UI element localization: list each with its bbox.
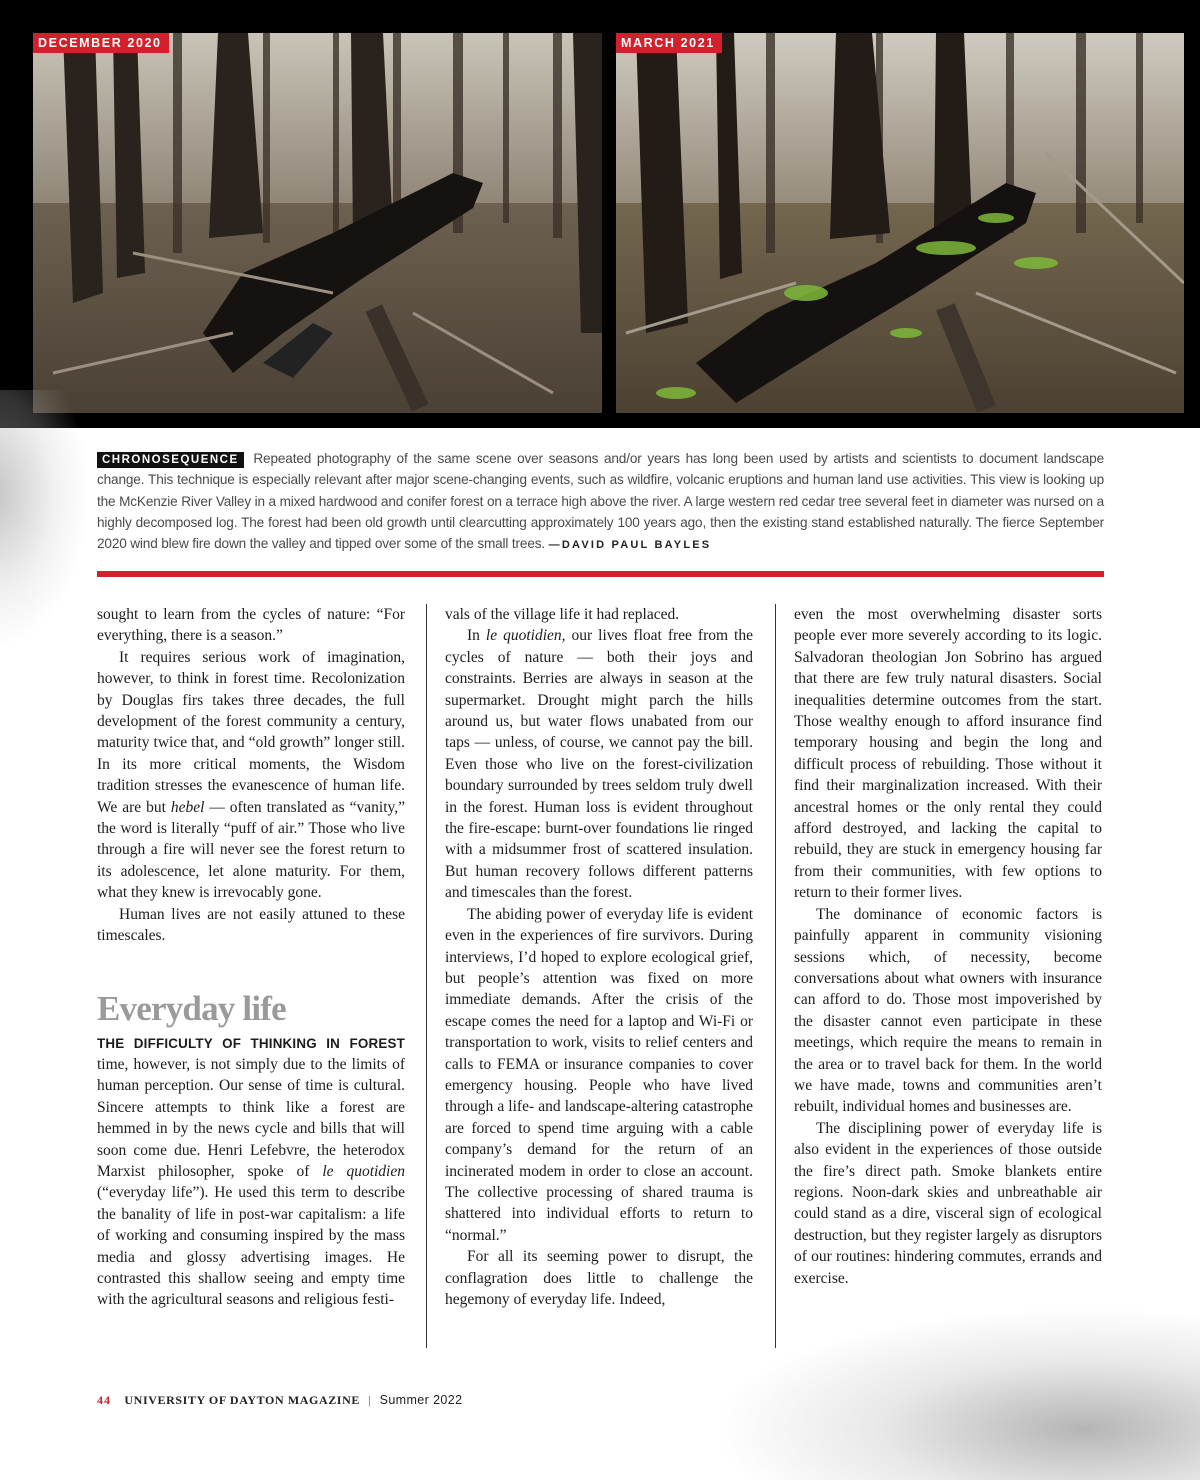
emphasis: le quotidien bbox=[322, 1162, 405, 1180]
photo-credit: —DAVID PAUL BAYLES bbox=[548, 539, 712, 552]
paragraph: The dominance of economic factors is painfully apparent in community visioning sessions which, of necessity, become conversations about what owners with insurance can afford to do. Those most impoverished by the disaster cannot even participate in these meetings, which require the means to remain in the area or to travel back for them. In the world we have made, towns and communities aren’t rebuilt, individual homes and businesses are. bbox=[794, 905, 1102, 1116]
footer-separator: | bbox=[368, 1393, 372, 1407]
article-column-3 bbox=[794, 604, 1102, 1289]
text-run: — often translated as “vanity,” the word is literally “puff of air.” Those who live through a fire will never see the forest return to its adolescence, let alone maturity. For them, what they knew is irrevocably gone. bbox=[97, 798, 405, 902]
smoke-decoration bbox=[720, 1310, 1200, 1480]
photo-caption bbox=[97, 448, 1104, 556]
smoke-decoration bbox=[0, 390, 90, 650]
caption-label: CHRONOSEQUENCE bbox=[97, 452, 244, 468]
text-run: our lives float free from the cycles of nature — both their joys and constraints. Berries are always in season at the supermarket. Drought might parch the hills around us, but water flows unabated from our taps — unless, of course, we cannot pay the bill. Even those who live on the forest-civilization boundary surrounded by trees seldom truly dwell in the forest. Human loss is evident throughout the fire-escape: burnt-over foundations lie ringed with a midsummer frost of scattered insulation. But human recovery follows different patterns and timescales than the forest. bbox=[445, 627, 753, 902]
magazine-name: UNIVERSITY OF DAYTON MAGAZINE bbox=[124, 1393, 360, 1407]
paragraph: The disciplining power of everyday life is also evident in the experiences of those outside the fire’s direct path. Smoke blankets entire regions. Noon-dark skies and unbreathable air could stand as a dire, visceral sign of ecological destruction, but they register largely as disruptors of our routines: hindering commutes, errands and exercise. bbox=[794, 1119, 1102, 1287]
burned-forest-image-after bbox=[616, 33, 1184, 413]
column-rule bbox=[426, 604, 427, 1348]
emphasis: le quotidien, bbox=[485, 627, 566, 645]
photo-band bbox=[0, 0, 1200, 428]
page-number: 44 bbox=[97, 1393, 111, 1407]
paragraph bbox=[97, 647, 405, 904]
paragraph: The abiding power of everyday life is evident even in the experiences of fire survivors. During interviews, I’d hoped to explore ecological grief, but people’s attention was fixed on more immediate demands. After the crisis of the escape comes the need for a laptop and Wi-Fi or transportation to work, visits to relief centers and calls to FEMA or insurance companies to cover emergency housing. People who have lived through a life- and landscape-altering catastrophe are forced to spend time arguing with a cable company’s demand for the return of an incinerated modem in order to close an account. The collective processing of shared trauma is shattered into individual efforts to return to “normal.” bbox=[445, 905, 753, 1244]
paragraph: Human lives are not easily attuned to these timescales. bbox=[97, 905, 405, 945]
caption-text: Repeated photography of the same scene over seasons and/or years has long been used by artists and scientists to document landscape change. This technique is especially relevant after major scene-changing events, such as wildfire, volcanic eruptions and human land use activities. This view is looking up the McKenzie River Valley in a mixed hardwood and conifer forest on a terrace high above the river. A large western red cedar tree several feet in diameter was nursed on a highly decomposed log. The forest had been old growth until clearcutting approximately 100 years ago, then the existing stand established naturally. The fierce September 2020 wind blew fire down the valley and tipped over some of the small trees. bbox=[97, 451, 1104, 552]
section-divider bbox=[97, 571, 1104, 577]
issue-date: Summer 2022 bbox=[379, 1393, 463, 1407]
paragraph: vals of the village life it had replaced. bbox=[445, 606, 680, 623]
emphasis: hebel bbox=[170, 798, 205, 816]
column-rule bbox=[775, 604, 776, 1348]
article-column-1 bbox=[97, 604, 405, 1311]
section-heading: Everyday life bbox=[97, 988, 286, 1028]
lead-in: THE DIFFICULTY OF THINKING IN FOREST bbox=[97, 1035, 405, 1051]
text-run: (“everyday life”). He used this term to describe the banality of life in post-war capitalism: a life of working and consuming inspired by the mass media and glossy advertising images. He contrasted this shallow seeing and empty time with the agricultural seasons and religious festi- bbox=[97, 1184, 405, 1309]
photo-december-2020 bbox=[33, 33, 602, 413]
paragraph: For all its seeming power to disrupt, the conflagration does little to challenge the hegemony of everyday life. Indeed, bbox=[445, 1248, 753, 1308]
text-run: time, however, is not simply due to the limits of human perception. Our sense of time is cultural. Sincere attempts to think like a forest are hemmed in by the news cycle and bills that will soon come due. Henri Lefebvre, the heterodox Marxist philosopher, spoke of bbox=[97, 1055, 405, 1180]
page-footer bbox=[97, 1393, 463, 1408]
paragraph bbox=[445, 625, 753, 903]
article-column-2 bbox=[445, 604, 753, 1310]
photo-march-2021 bbox=[616, 33, 1184, 413]
burned-forest-image-before bbox=[33, 33, 602, 413]
photo-date-tag: DECEMBER 2020 bbox=[33, 33, 169, 53]
photo-date-tag: MARCH 2021 bbox=[616, 33, 722, 53]
paragraph bbox=[97, 1033, 405, 1311]
paragraph: sought to learn from the cycles of nature: “For everything, there is a season.” bbox=[97, 606, 405, 645]
text-run: In bbox=[467, 627, 486, 645]
paragraph: even the most overwhelming disaster sorts people ever more severely according to its logic. Salvadoran theologian Jon Sobrino has argued that there are few truly natural disasters. Social inequalities determine outcomes from the start. Those wealthy enough to afford insurance find temporary housing and begin the long and difficult process of rebuilding. Those without it find their marginalization increased. With their ancestral homes or the only rental they could afford destroyed, and lacking the capital to rebuild, they are stuck in emergency housing far from their communities, with few options to return to their former lives. bbox=[794, 606, 1102, 902]
text-run: It requires serious work of imagination, however, to think in forest time. Recolonization by Douglas firs takes three decades, the full development of the forest community a century, maturity twice that, and “old growth” longer still. In its more critical moments, the Wisdom tradition stresses the evanescence of human life. We are but bbox=[97, 648, 405, 816]
